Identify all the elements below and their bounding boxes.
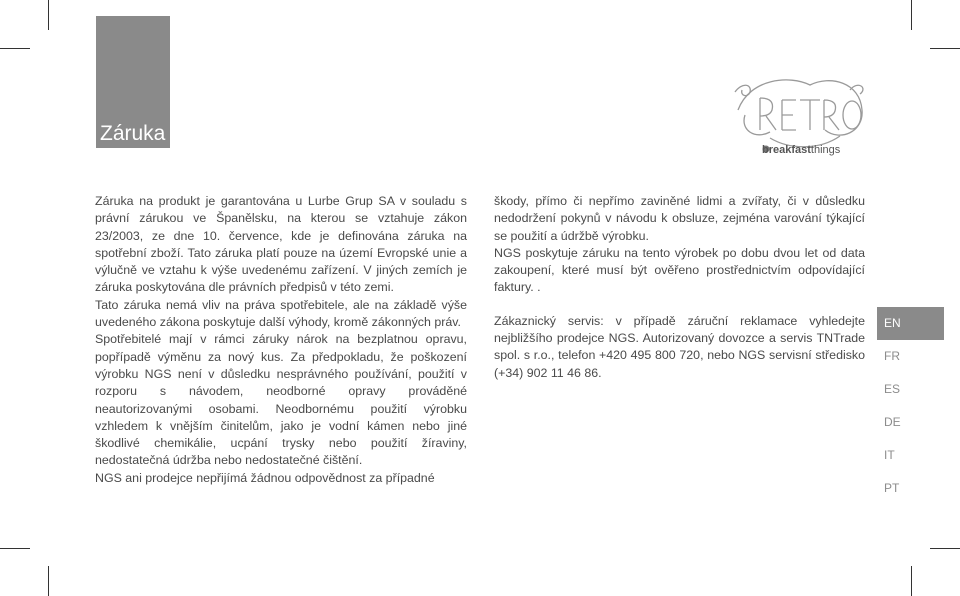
paragraph: Spotřebitelé mají v rámci záruky nárok na bezplatnou opravu, popřípadě výměnu za nový kus. Za předpokladu, že poškození výrobku NGS není v důsledku nesprávného používání, použití v rozporu s návodem, neodborné opravy prováděné neautorizovanými osobami. Neodbornému použití výrobku vzhledem k vnějším činitelům, jako je vodní kámen nebo jiné škodlivé chemikálie, ucpání trysky nebo použití žíraviny, nedostatečná údržba nebo nedostatečné čištění. xyxy=(95,332,467,468)
crop-mark xyxy=(930,548,960,549)
tab-de[interactable]: DE xyxy=(884,415,901,429)
right-column xyxy=(494,193,865,382)
paragraph: Záruka na produkt je garantována u Lurbe Grup SA v souladu s právní zárukou ve Španělsku, na kterou se vztahuje zákon 23/2003, ze dne 10. července, kde je definována záruka na spotřební zboží. Tato záruka platí pouze na území Evropské unie a výlučně ve vztahu k výše uvedenému zařízení. V jiných zemích je záruka poskytována dle právních předpisů v této zemi. xyxy=(95,194,467,295)
tab-es[interactable]: ES xyxy=(884,382,901,396)
logo-brand xyxy=(762,144,840,156)
crop-mark xyxy=(48,0,49,30)
logo-brand-suffix: things xyxy=(810,144,841,156)
left-column xyxy=(95,193,467,487)
crop-mark xyxy=(911,566,912,596)
crop-mark xyxy=(48,566,49,596)
crop-mark xyxy=(0,48,30,49)
paragraph: Zákaznický servis: v případě záruční reklamace vyhledejte nejbližšího prodejce NGS. Autorizovaný dovozce a servis TNTrade spol. s r.o., telefon +420 495 800 720, nebo NGS servisní středisko (+34) 902 11 46 86. xyxy=(494,313,865,380)
crop-mark xyxy=(930,48,960,49)
tab-en[interactable]: EN xyxy=(877,307,944,340)
language-tabs xyxy=(877,307,944,505)
tab-it[interactable]: IT xyxy=(884,448,895,462)
crop-mark xyxy=(911,0,912,30)
paragraph: NGS ani prodejce nepřijímá žádnou odpovědnost za případné xyxy=(95,470,435,485)
tab-fr[interactable]: FR xyxy=(884,349,900,363)
paragraph: Tato záruka nemá vliv na práva spotřebitele, ale na základě výše uvedeného zákona poskytuje další výhody, kromě zákonných práv. xyxy=(95,297,467,330)
page-title: Záruka xyxy=(100,122,166,145)
paragraph: NGS poskytuje záruku na tento výrobek po dobu dvou let od data zakoupení, které musí být ověřeno prostřednictvím odpovídající faktury. . xyxy=(494,245,865,295)
title-block xyxy=(96,16,170,148)
crop-mark xyxy=(0,548,30,549)
paragraph: škody, přímo či nepřímo zaviněné lidmi a zvířaty, či v důsledku nedodržení pokynů v návodu k obsluze, zejména varování týkající se použití a údržbě výrobku. xyxy=(494,194,865,243)
logo-brand-prefix: breakfast xyxy=(762,144,811,156)
tab-pt[interactable]: PT xyxy=(884,481,900,495)
